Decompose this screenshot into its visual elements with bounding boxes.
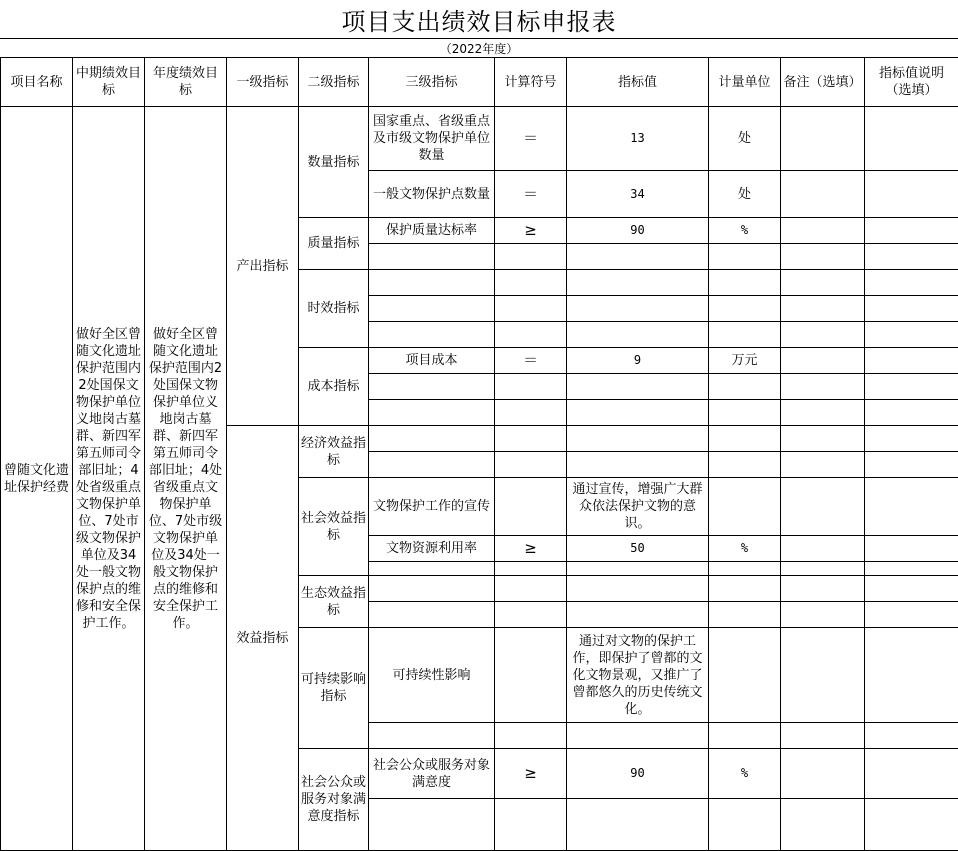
empty-cell — [495, 452, 567, 478]
empty-cell — [781, 426, 865, 452]
remark-cell — [781, 628, 865, 723]
value-note-cell — [865, 348, 958, 374]
empty-cell — [495, 799, 567, 851]
indicator-name: 国家重点、省级重点及市级文物保护单位数量 — [369, 107, 495, 171]
empty-cell — [865, 576, 958, 602]
empty-cell — [781, 296, 865, 322]
empty-cell — [781, 602, 865, 628]
empty-cell — [709, 723, 781, 749]
indicator-operator: ≥ — [495, 749, 567, 799]
remark-cell — [781, 348, 865, 374]
empty-cell — [865, 270, 958, 296]
empty-cell — [709, 296, 781, 322]
indicator-value: 9 — [567, 348, 709, 374]
empty-cell — [709, 562, 781, 576]
level2-satisfaction: 社会公众或服务对象满意度指标 — [299, 749, 369, 851]
table-row — [1, 107, 958, 171]
header-unit: 计量单位 — [709, 58, 781, 107]
empty-cell — [369, 799, 495, 851]
value-note-cell — [865, 749, 958, 799]
empty-cell — [567, 322, 709, 348]
level2-social: 社会效益指标 — [299, 478, 369, 576]
level2-sustainable: 可持续影响指标 — [299, 628, 369, 749]
empty-cell — [495, 426, 567, 452]
remark-cell — [781, 218, 865, 244]
empty-cell — [567, 562, 709, 576]
empty-cell — [369, 562, 495, 576]
empty-cell — [369, 602, 495, 628]
empty-cell — [709, 426, 781, 452]
indicator-unit: % — [709, 218, 781, 244]
empty-cell — [369, 296, 495, 322]
indicator-name: 文物保护工作的宣传 — [369, 478, 495, 536]
header-level3: 三级指标 — [369, 58, 495, 107]
indicator-name: 保护质量达标率 — [369, 218, 495, 244]
empty-cell — [709, 270, 781, 296]
empty-cell — [567, 452, 709, 478]
indicator-value: 通过对文物的保护工作，即保护了曾都的文化文物景观，又推广了曾都悠久的历史传统文化。 — [567, 628, 709, 723]
empty-cell — [495, 723, 567, 749]
indicator-value: 通过宣传，增强广大群众依法保护文物的意识。 — [567, 478, 709, 536]
empty-cell — [369, 576, 495, 602]
empty-cell — [865, 296, 958, 322]
empty-cell — [567, 244, 709, 270]
header-mid-term-goal: 中期绩效目标 — [73, 58, 145, 107]
empty-cell — [495, 562, 567, 576]
level2-ecological: 生态效益指标 — [299, 576, 369, 628]
empty-cell — [567, 602, 709, 628]
indicator-unit: 万元 — [709, 348, 781, 374]
remark-cell — [781, 536, 865, 562]
empty-cell — [369, 400, 495, 426]
indicator-operator: ＝ — [495, 171, 567, 218]
performance-goals-table — [0, 57, 958, 851]
indicator-unit: % — [709, 749, 781, 799]
empty-cell — [495, 602, 567, 628]
empty-cell — [781, 322, 865, 348]
empty-cell — [781, 400, 865, 426]
indicator-unit: 处 — [709, 171, 781, 218]
empty-cell — [369, 452, 495, 478]
empty-cell — [709, 602, 781, 628]
empty-cell — [781, 374, 865, 400]
empty-cell — [709, 374, 781, 400]
level2-quantity: 数量指标 — [299, 107, 369, 218]
value-note-cell — [865, 628, 958, 723]
value-note-cell — [865, 171, 958, 218]
empty-cell — [865, 374, 958, 400]
empty-cell — [709, 322, 781, 348]
level2-quality: 质量指标 — [299, 218, 369, 270]
remark-cell — [781, 478, 865, 536]
indicator-operator: ≥ — [495, 218, 567, 244]
level2-cost: 成本指标 — [299, 348, 369, 426]
empty-cell — [495, 576, 567, 602]
indicator-value: 50 — [567, 536, 709, 562]
empty-cell — [567, 426, 709, 452]
empty-cell — [567, 799, 709, 851]
indicator-unit — [709, 628, 781, 723]
empty-cell — [865, 602, 958, 628]
empty-cell — [369, 322, 495, 348]
empty-cell — [865, 322, 958, 348]
empty-cell — [781, 452, 865, 478]
empty-cell — [865, 452, 958, 478]
annual-goal-cell: 做好全区曾随文化遗址保护范围内2处国保文物保护单位义地岗古墓群、新四军第五师司令部旧址；4处省级重点文物保护单位、7处市级文物保护单位及34处一般文物保护点的维修和安全保护工作。 — [145, 107, 227, 851]
indicator-name: 一般文物保护点数量 — [369, 171, 495, 218]
empty-cell — [495, 270, 567, 296]
empty-cell — [495, 322, 567, 348]
empty-cell — [709, 244, 781, 270]
value-note-cell — [865, 218, 958, 244]
level1-benefit: 效益指标 — [227, 426, 299, 851]
project-name-cell: 曾随文化遗址保护经费 — [1, 107, 73, 851]
value-note-cell — [865, 478, 958, 536]
table-header-row — [1, 58, 958, 107]
mid-term-goal-cell: 做好全区曾随文化遗址保护范围内2处国保文物保护单位义地岗古墓群、新四军第五师司令部旧址；4处省级重点文物保护单位、7处市级文物保护单位及34处一般文物保护点的维修和安全保护工作。 — [73, 107, 145, 851]
empty-cell — [865, 562, 958, 576]
level1-output: 产出指标 — [227, 107, 299, 426]
empty-cell — [567, 400, 709, 426]
empty-cell — [495, 374, 567, 400]
indicator-value: 90 — [567, 749, 709, 799]
empty-cell — [781, 244, 865, 270]
header-level1: 一级指标 — [227, 58, 299, 107]
empty-cell — [567, 723, 709, 749]
empty-cell — [567, 576, 709, 602]
empty-cell — [781, 270, 865, 296]
report-year: （2022年度） — [0, 38, 958, 57]
empty-cell — [865, 723, 958, 749]
value-note-cell — [865, 107, 958, 171]
empty-cell — [567, 374, 709, 400]
header-value: 指标值 — [567, 58, 709, 107]
indicator-unit: 处 — [709, 107, 781, 171]
level2-economic: 经济效益指标 — [299, 426, 369, 478]
indicator-value: 90 — [567, 218, 709, 244]
empty-cell — [709, 400, 781, 426]
level2-timeliness: 时效指标 — [299, 270, 369, 348]
empty-cell — [865, 426, 958, 452]
empty-cell — [709, 799, 781, 851]
empty-cell — [781, 799, 865, 851]
indicator-operator: ≥ — [495, 536, 567, 562]
header-project-name: 项目名称 — [1, 58, 73, 107]
remark-cell — [781, 749, 865, 799]
header-value-note: 指标值说明（选填） — [865, 58, 958, 107]
remark-cell — [781, 107, 865, 171]
header-level2: 二级指标 — [299, 58, 369, 107]
indicator-operator — [495, 628, 567, 723]
header-operator: 计算符号 — [495, 58, 567, 107]
indicator-name: 项目成本 — [369, 348, 495, 374]
empty-cell — [709, 576, 781, 602]
empty-cell — [495, 296, 567, 322]
empty-cell — [781, 576, 865, 602]
empty-cell — [369, 723, 495, 749]
indicator-unit: % — [709, 536, 781, 562]
indicator-value: 34 — [567, 171, 709, 218]
indicator-value: 13 — [567, 107, 709, 171]
empty-cell — [781, 562, 865, 576]
empty-cell — [709, 452, 781, 478]
empty-cell — [567, 270, 709, 296]
indicator-unit — [709, 478, 781, 536]
empty-cell — [369, 426, 495, 452]
value-note-cell — [865, 536, 958, 562]
empty-cell — [865, 799, 958, 851]
indicator-name: 社会公众或服务对象满意度 — [369, 749, 495, 799]
header-remark: 备注（选填） — [781, 58, 865, 107]
report-title: 项目支出绩效目标申报表 — [0, 0, 958, 38]
empty-cell — [369, 374, 495, 400]
empty-cell — [567, 296, 709, 322]
indicator-name: 可持续性影响 — [369, 628, 495, 723]
remark-cell — [781, 171, 865, 218]
empty-cell — [781, 723, 865, 749]
empty-cell — [495, 244, 567, 270]
indicator-operator: ＝ — [495, 348, 567, 374]
indicator-name: 文物资源利用率 — [369, 536, 495, 562]
empty-cell — [865, 400, 958, 426]
empty-cell — [495, 400, 567, 426]
empty-cell — [369, 270, 495, 296]
header-annual-goal: 年度绩效目标 — [145, 58, 227, 107]
empty-cell — [865, 244, 958, 270]
empty-cell — [369, 244, 495, 270]
indicator-operator — [495, 478, 567, 536]
indicator-operator: ＝ — [495, 107, 567, 171]
